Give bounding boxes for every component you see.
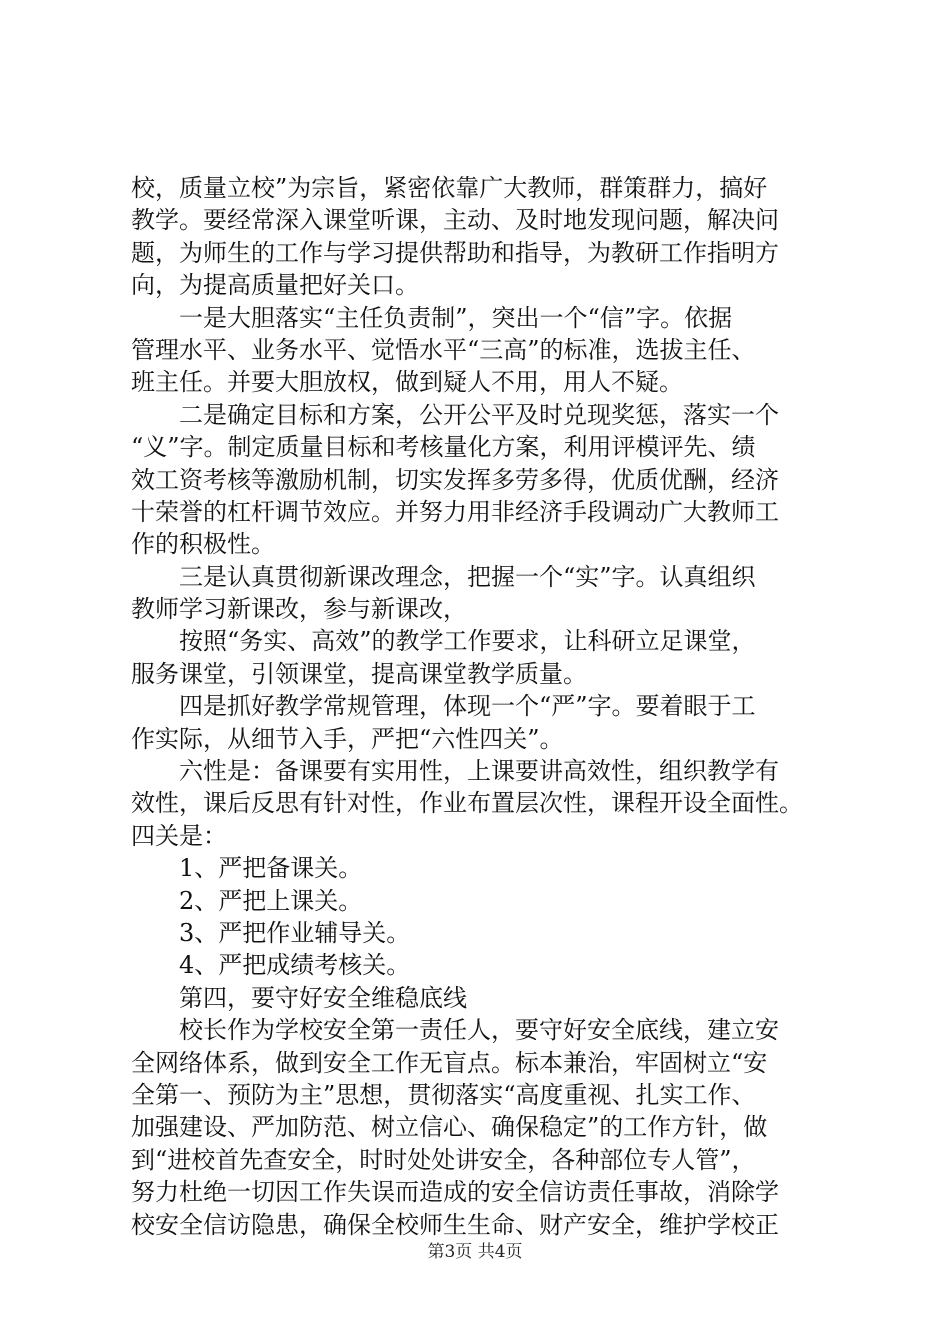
- text-line: 校长作为学校安全第一责任人，要守好安全底线，建立安: [131, 1016, 779, 1045]
- text-line: 全第一、预防为主”思想，贯彻落实“高度重视、扎实工作、: [131, 1080, 756, 1109]
- text-line: 3、严把作业辅导关。: [131, 918, 411, 947]
- text-line: 三是认真贯彻新课改理念，把握一个“实”字。认真组织: [131, 562, 756, 591]
- text-line: 班主任。并要大胆放权，做到疑人不用，用人不疑。: [131, 368, 683, 397]
- text-line: 作的积极性。: [131, 530, 275, 559]
- text-line: 按照“务实、高效”的教学工作要求，让科研立足课堂，: [131, 627, 756, 656]
- text-line: 努力杜绝一切因工作失误而造成的安全信访责任事故，消除学: [131, 1178, 779, 1207]
- text-line: 校安全信访隐患，确保全校师生生命、财产安全，维护学校正: [131, 1210, 779, 1239]
- text-line: 向，为提高质量把好关口。: [131, 271, 419, 300]
- text-line: 第四，要守好安全维稳底线: [131, 983, 467, 1012]
- text-line: 管理水平、业务水平、觉悟水平“三高”的标准，选拔主任、: [131, 335, 756, 364]
- text-line: 服务课堂，引领课堂，提高课堂教学质量。: [131, 659, 587, 688]
- text-line: 作实际，从细节入手，严把“六性四关”。: [131, 724, 564, 753]
- text-line: 效工资考核等激励机制，切实发挥多劳多得，优质优酬，经济: [131, 465, 779, 494]
- text-line: 4、严把成绩考核关。: [131, 951, 411, 980]
- text-line: 二是确定目标和方案，公开公平及时兑现奖惩，落实一个: [131, 400, 779, 429]
- text-line: 十荣誉的杠杆调节效应。并努力用非经济手段调动广大教师工: [131, 497, 779, 526]
- text-line: 一是大胆落实“主任负责制”，突出一个“信”字。依据: [131, 303, 733, 332]
- text-line: 四关是：: [131, 821, 227, 850]
- text-line: “义”字。制定质量目标和考核量化方案，利用评模评先、绩: [131, 433, 756, 462]
- text-line: 六性是：备课要有实用性，上课要讲高效性，组织教学有: [131, 757, 779, 786]
- text-line: 题，为师生的工作与学习提供帮助和指导，为教研工作指明方: [131, 238, 779, 267]
- text-line: 1、严把备课关。: [131, 854, 363, 883]
- text-line: 效性，课后反思有针对性，作业布置层次性，课程开设全面性。: [131, 789, 803, 818]
- text-line: 加强建设、严加防范、树立信心、确保稳定”的工作方针，做: [131, 1113, 768, 1142]
- page-footer: 第3页 共4页: [427, 1242, 523, 1262]
- text-line: 全网络体系，做到安全工作无盲点。标本兼治，牢固树立“安: [131, 1048, 768, 1077]
- text-line: 教学。要经常深入课堂听课，主动、及时地发现问题，解决问: [131, 206, 779, 235]
- body-text: [131, 172, 827, 1241]
- text-line: 四是抓好教学常规管理，体现一个“严”字。要着眼于工: [131, 692, 756, 721]
- text-line: 2、严把上课关。: [131, 886, 363, 915]
- text-line: 到“进校首先查安全，时时处处讲安全，各种部位专人管”，: [131, 1145, 756, 1174]
- text-line: 校，质量立校”为宗旨，紧密依靠广大教师，群策群力，搞好: [131, 174, 768, 202]
- text-line: 教师学习新课改，参与新课改，: [131, 595, 467, 624]
